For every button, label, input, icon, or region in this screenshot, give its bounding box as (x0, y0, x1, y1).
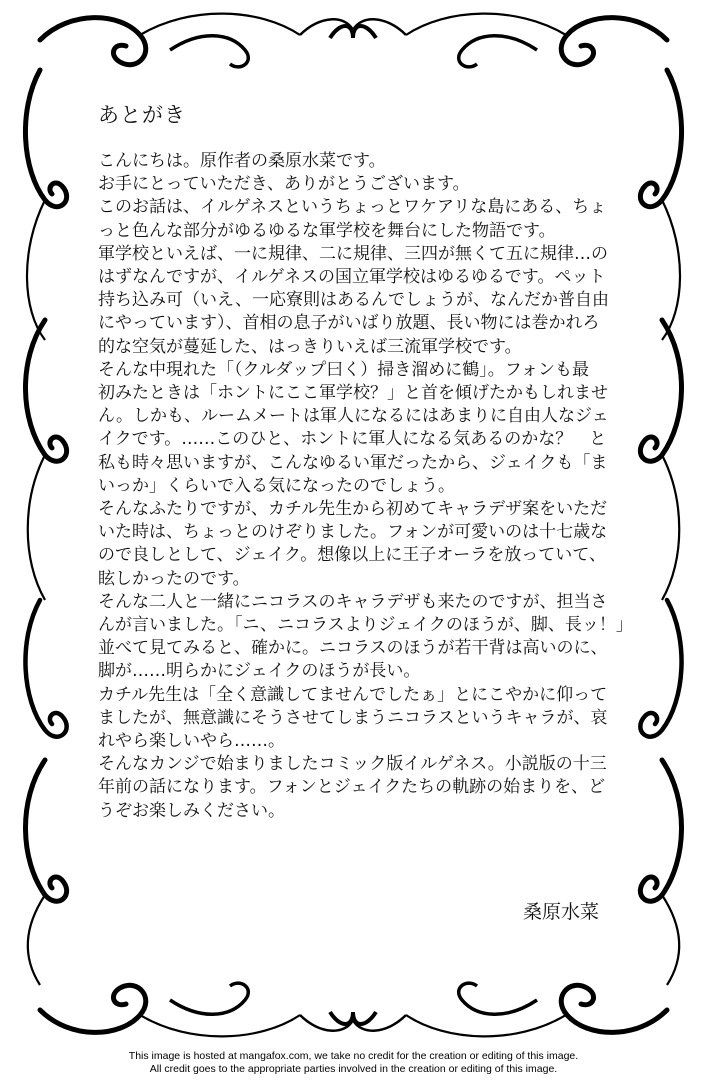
left-border-ornament (25, 70, 66, 985)
page-title: あとがき (98, 103, 186, 127)
body-line: いっか」くらいで入る気になったのでしょう。 (98, 475, 455, 496)
body-line: うぞお楽しみください。 (98, 800, 285, 821)
body-line: んが言いました。「ニ、ニコラスよりジェイクのほうが、脚、長ッ！」 (98, 615, 633, 636)
body-line: 的な空気が蔓延した、はっきりいえば三流軍学校です。 (98, 336, 522, 357)
body-line: そんな中現れた「（クルダップ曰く）掃き溜めに鶴」。フォンも最 (98, 359, 589, 380)
body-line: 初みたときは「ホントにここ軍学校？」と首を傾げたかもしれませ (98, 383, 608, 404)
author-signature: 桑原水菜 (522, 901, 599, 923)
body-line: そんなふたりですが、カチル先生から初めてキャラデザ案をいただ (98, 499, 608, 520)
body-line: いた時は、ちょっとのけぞりました。フォンが可愛いのは十七歳な (98, 522, 608, 543)
body-line: っと色んな部分がゆるゆるな軍学校を舞台にした物語です。 (98, 220, 556, 241)
body-line: カチル先生は「全く意識してませんでしたぁ」とにこやかに仰って (98, 684, 608, 705)
right-border-ornament (640, 70, 681, 985)
body-line: にやっています）、首相の息子がいばり放題、長い物には巻かれろ (98, 313, 600, 334)
hosting-disclaimer (0, 1050, 707, 1076)
body-line: そんなカンジで始まりましたコミック版イルゲネス。小説版の十三 (98, 754, 607, 775)
body-line: お手にとっていただき、ありがとうございます。 (98, 174, 470, 195)
body-line: はずなんですが、イルゲネスの国立軍学校はゆるゆるです。ペット (98, 267, 606, 288)
body-line: 脚が……明らかにジェイクのほうが長い。 (98, 661, 421, 682)
body-line: 年前の話になります。フォンとジェイクたちの軌跡の始まりを、ど (98, 777, 606, 798)
body-line: 私も時々思いますが、こんなゆるい軍だったから、ジェイクも「ま (98, 452, 608, 473)
body-line: 持ち込み可（いえ、一応寮則はあるんでしょうが、なんだか普自由 (98, 290, 610, 311)
body-line: そんな二人と一緒にニコラスのキャラデザも来たのですが、担当さ (98, 591, 608, 612)
body-line: ましたが、無意識にそうさせてしまうニコラスというキャラが、哀 (98, 707, 608, 728)
body-line: ん。しかも、ルームメートは軍人になるにはあまりに自由人なジェ (98, 406, 609, 427)
body-line: このお話は、イルゲネスというちょっとワケアリな島にある、ちょ (98, 197, 607, 218)
body-line: 眩しかったのです。 (98, 568, 250, 589)
disclaimer-line-2: All credit goes to the appropriate parties involved in the creation or editing of this image. (149, 1063, 558, 1075)
body-line: 並べて見てみると、確かに。ニコラスのほうが若干背は高いのに、 (98, 638, 608, 659)
body-line: イクです。……このひと、ホントに軍人になる気あるのかな？ と (98, 429, 607, 450)
body-line: ので良しとして、ジェイク。想像以上に王子オーラを放っていて、 (98, 545, 606, 566)
disclaimer-line-1: This image is hosted at mangafox.com, we take no credit for the creation or editing of this image. (128, 1050, 579, 1062)
bottom-border-ornament (40, 983, 667, 1036)
afterword-body (98, 150, 633, 823)
body-line: れやら楽しいやら……。 (98, 731, 285, 752)
body-line: こんにちは。原作者の桑原水菜です。 (98, 151, 386, 171)
body-line: 軍学校といえば、一に規律、二に規律、三四が無くて五に規律…の (98, 243, 608, 264)
top-border-ornament (40, 14, 667, 67)
